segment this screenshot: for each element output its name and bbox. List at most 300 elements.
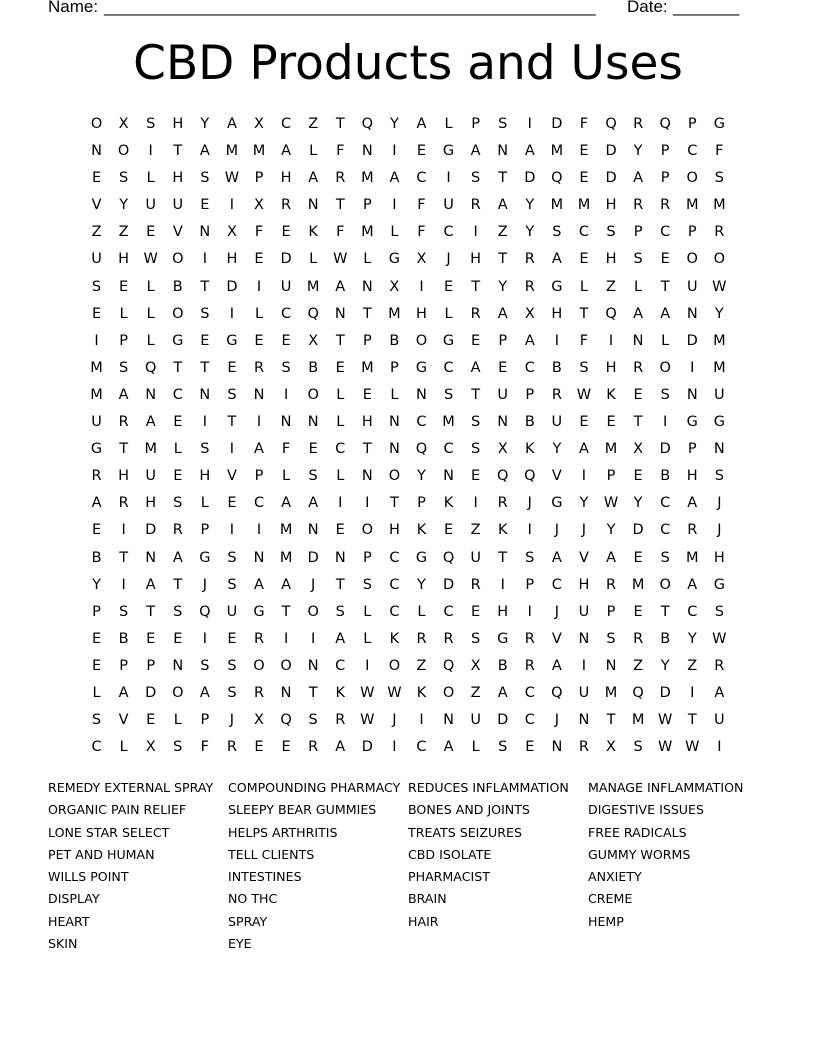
grid-letter[interactable]: L [254, 305, 264, 322]
grid-letter[interactable]: O [172, 251, 184, 268]
grid-letter[interactable]: H [361, 414, 373, 431]
grid-letter[interactable]: L [282, 468, 291, 485]
grid-letter[interactable]: F [336, 224, 345, 241]
grid-letter[interactable]: P [362, 549, 372, 566]
grid-letter[interactable]: H [605, 197, 617, 214]
grid-letter[interactable]: L [471, 739, 480, 756]
grid-letter[interactable]: D [686, 332, 698, 349]
grid-letter[interactable]: I [473, 495, 478, 512]
grid-letter[interactable]: E [91, 630, 102, 647]
grid-letter[interactable]: E [579, 170, 589, 187]
grid-letter[interactable]: Y [525, 224, 535, 241]
grid-letter[interactable]: P [362, 197, 372, 214]
grid-letter[interactable]: R [633, 197, 644, 214]
grid-letter[interactable]: W [658, 739, 673, 756]
grid-letter[interactable]: Z [416, 657, 427, 674]
grid-letter[interactable]: F [200, 739, 210, 756]
grid-letter[interactable]: A [281, 576, 292, 593]
grid-letter[interactable]: T [498, 251, 508, 268]
grid-letter[interactable]: I [202, 414, 207, 431]
grid-letter[interactable]: U [714, 712, 725, 729]
grid-letter[interactable]: B [551, 359, 562, 376]
grid-letter[interactable]: W [685, 739, 700, 756]
grid-letter[interactable]: M [361, 170, 374, 187]
grid-letter[interactable]: S [660, 549, 670, 566]
grid-letter[interactable]: J [229, 712, 235, 729]
grid-letter[interactable]: I [283, 630, 289, 647]
grid-letter[interactable]: E [579, 251, 589, 268]
grid-letter[interactable]: W [143, 251, 158, 268]
grid-letter[interactable]: H [226, 251, 238, 268]
grid-letter[interactable]: F [715, 143, 724, 160]
grid-letter[interactable]: I [256, 522, 262, 539]
grid-letter[interactable]: U [578, 603, 590, 620]
grid-letter[interactable]: S [227, 657, 237, 674]
grid-letter[interactable]: H [686, 468, 698, 485]
grid-letter[interactable]: E [281, 739, 291, 756]
grid-letter[interactable]: W [603, 495, 619, 512]
grid-letter[interactable]: T [281, 603, 291, 620]
grid-letter[interactable]: L [336, 386, 345, 403]
grid-letter[interactable]: S [173, 603, 183, 620]
grid-letter[interactable]: F [336, 143, 345, 160]
grid-letter[interactable]: Q [632, 684, 644, 701]
grid-letter[interactable]: E [606, 414, 616, 431]
grid-letter[interactable]: G [415, 359, 428, 376]
grid-letter[interactable]: E [443, 522, 454, 539]
grid-letter[interactable]: N [361, 278, 373, 295]
grid-letter[interactable]: X [497, 441, 508, 458]
grid-letter[interactable]: A [606, 549, 616, 566]
grid-letter[interactable]: H [280, 170, 292, 187]
grid-letter[interactable]: N [686, 386, 698, 403]
grid-letter[interactable]: A [524, 332, 535, 349]
grid-letter[interactable]: A [145, 414, 156, 431]
grid-letter[interactable]: E [227, 495, 237, 512]
grid-letter[interactable]: H [172, 116, 184, 132]
grid-letter[interactable]: O [388, 468, 401, 485]
grid-letter[interactable]: D [307, 549, 319, 566]
grid-letter[interactable]: E [335, 359, 345, 376]
grid-letter[interactable]: P [687, 116, 697, 132]
grid-letter[interactable]: G [172, 332, 184, 349]
grid-letter[interactable]: A [91, 495, 102, 512]
grid-letter[interactable]: E [471, 603, 481, 620]
grid-letter[interactable]: F [579, 116, 589, 132]
grid-letter[interactable]: G [497, 630, 509, 647]
grid-letter[interactable]: P [200, 712, 210, 729]
grid-letter[interactable]: G [226, 332, 238, 349]
grid-letter[interactable]: A [308, 495, 319, 512]
grid-letter[interactable]: S [227, 549, 237, 566]
grid-letter[interactable]: A [145, 576, 156, 593]
grid-letter[interactable]: L [146, 170, 155, 187]
grid-letter[interactable]: L [119, 739, 128, 756]
grid-letter[interactable]: U [470, 712, 481, 729]
grid-letter[interactable]: U [280, 278, 292, 295]
grid-letter[interactable]: G [388, 251, 401, 268]
grid-letter[interactable]: T [471, 278, 481, 295]
grid-letter[interactable]: A [118, 386, 129, 403]
grid-letter[interactable]: T [227, 414, 237, 431]
grid-letter[interactable]: E [471, 468, 481, 485]
grid-letter[interactable]: G [713, 414, 725, 431]
grid-letter[interactable]: I [121, 522, 126, 539]
grid-letter[interactable]: E [633, 468, 643, 485]
grid-letter[interactable]: P [362, 332, 372, 349]
grid-letter[interactable]: C [578, 224, 589, 241]
grid-letter[interactable]: I [717, 739, 722, 756]
grid-letter[interactable]: J [446, 251, 451, 268]
grid-letter[interactable]: Q [415, 441, 428, 458]
grid-letter[interactable]: T [173, 143, 183, 160]
grid-letter[interactable]: C [660, 224, 671, 241]
grid-letter[interactable]: R [253, 684, 265, 701]
grid-letter[interactable]: C [443, 441, 454, 458]
grid-letter[interactable]: B [172, 278, 183, 295]
grid-letter[interactable]: N [199, 386, 211, 403]
grid-letter[interactable]: T [146, 603, 156, 620]
grid-letter[interactable]: Z [118, 224, 129, 241]
grid-letter[interactable]: S [714, 603, 724, 620]
grid-letter[interactable]: B [389, 332, 400, 349]
grid-letter[interactable]: A [687, 495, 698, 512]
grid-letter[interactable]: E [119, 278, 129, 295]
grid-letter[interactable]: H [551, 305, 563, 322]
grid-letter[interactable]: S [173, 495, 183, 512]
grid-letter[interactable]: S [227, 576, 237, 593]
grid-letter[interactable]: W [712, 278, 727, 295]
grid-letter[interactable]: J [717, 522, 722, 539]
grid-letter[interactable]: M [713, 332, 726, 349]
grid-letter[interactable]: N [253, 549, 265, 566]
grid-letter[interactable]: H [118, 251, 130, 268]
grid-letter[interactable]: L [661, 332, 670, 349]
grid-letter[interactable]: Y [579, 495, 589, 512]
grid-letter[interactable]: S [200, 305, 210, 322]
grid-letter[interactable]: A [578, 441, 589, 458]
grid-letter[interactable]: R [226, 739, 237, 756]
grid-letter[interactable]: L [309, 251, 318, 268]
grid-letter[interactable]: G [442, 143, 455, 160]
grid-letter[interactable]: H [118, 468, 130, 485]
grid-letter[interactable]: M [550, 197, 564, 214]
grid-letter[interactable]: E [471, 332, 481, 349]
grid-letter[interactable]: D [497, 712, 509, 729]
grid-letter[interactable]: X [254, 712, 264, 729]
grid-letter[interactable]: V [226, 468, 237, 485]
grid-letter[interactable]: H [172, 170, 184, 187]
grid-letter[interactable]: S [525, 549, 535, 566]
grid-letter[interactable]: I [256, 278, 262, 295]
grid-letter[interactable]: I [581, 468, 587, 485]
grid-letter[interactable]: S [471, 630, 481, 647]
grid-letter[interactable]: N [334, 305, 346, 322]
grid-letter[interactable]: T [200, 359, 210, 376]
grid-letter[interactable]: N [361, 468, 373, 485]
grid-letter[interactable]: E [443, 278, 454, 295]
grid-letter[interactable]: O [253, 657, 265, 674]
grid-letter[interactable]: T [389, 495, 399, 512]
grid-letter[interactable]: X [118, 116, 129, 132]
grid-letter[interactable]: C [524, 712, 535, 729]
grid-letter[interactable]: I [202, 251, 207, 268]
grid-letter[interactable]: M [604, 441, 618, 458]
grid-letter[interactable]: E [91, 170, 102, 187]
grid-letter[interactable]: I [392, 143, 397, 160]
grid-letter[interactable]: J [554, 712, 559, 729]
grid-letter[interactable]: E [254, 739, 264, 756]
grid-letter[interactable]: C [660, 495, 671, 512]
grid-letter[interactable]: F [281, 441, 291, 458]
grid-letter[interactable]: T [579, 305, 589, 322]
grid-letter[interactable]: M [604, 684, 618, 701]
grid-letter[interactable]: E [91, 522, 102, 539]
grid-letter[interactable]: D [605, 143, 617, 160]
grid-letter[interactable]: P [390, 359, 399, 376]
grid-letter[interactable]: P [254, 170, 264, 187]
grid-letter[interactable]: Y [389, 116, 399, 132]
grid-letter[interactable]: U [497, 386, 509, 403]
grid-letter[interactable]: T [335, 332, 345, 349]
grid-letter[interactable]: S [633, 251, 643, 268]
grid-letter[interactable]: B [308, 359, 319, 376]
grid-letter[interactable]: F [417, 224, 426, 241]
grid-letter[interactable]: I [608, 332, 614, 349]
grid-letter[interactable]: L [363, 603, 372, 620]
grid-letter[interactable]: S [200, 441, 210, 458]
grid-letter[interactable]: A [551, 251, 562, 268]
grid-letter[interactable]: A [416, 116, 427, 132]
grid-letter[interactable]: N [145, 549, 157, 566]
grid-letter[interactable]: B [497, 657, 508, 674]
grid-letter[interactable]: O [659, 359, 671, 376]
grid-letter[interactable]: W [576, 386, 592, 403]
grid-letter[interactable]: Y [525, 197, 535, 214]
grid-letter[interactable]: P [525, 576, 535, 593]
grid-letter[interactable]: O [307, 386, 319, 403]
grid-letter[interactable]: A [633, 305, 644, 322]
grid-letter[interactable]: M [388, 305, 401, 322]
grid-letter[interactable]: E [254, 251, 264, 268]
grid-letter[interactable]: X [145, 739, 156, 756]
grid-letter[interactable]: I [121, 576, 126, 593]
grid-letter[interactable]: H [713, 549, 725, 566]
grid-letter[interactable]: X [633, 441, 644, 458]
grid-letter[interactable]: Y [417, 576, 426, 593]
grid-letter[interactable]: A [172, 549, 183, 566]
grid-letter[interactable]: A [470, 359, 481, 376]
grid-letter[interactable]: R [578, 739, 589, 756]
grid-letter[interactable]: Q [497, 468, 509, 485]
grid-letter[interactable]: D [659, 441, 671, 458]
grid-letter[interactable]: S [471, 414, 481, 431]
grid-letter[interactable]: O [307, 603, 319, 620]
grid-letter[interactable]: N [280, 414, 292, 431]
grid-letter[interactable]: C [443, 603, 454, 620]
grid-letter[interactable]: R [172, 522, 183, 539]
grid-letter[interactable]: Z [497, 224, 508, 241]
grid-letter[interactable]: S [552, 224, 562, 241]
grid-letter[interactable]: Q [280, 712, 292, 729]
grid-letter[interactable]: Y [687, 630, 697, 647]
grid-letter[interactable]: A [281, 495, 292, 512]
grid-letter[interactable]: T [362, 305, 372, 322]
grid-letter[interactable]: L [390, 386, 399, 403]
grid-letter[interactable]: I [690, 684, 695, 701]
grid-letter[interactable]: C [416, 739, 427, 756]
grid-letter[interactable]: E [660, 251, 670, 268]
grid-letter[interactable]: E [146, 712, 156, 729]
grid-letter[interactable]: J [527, 495, 532, 512]
grid-letter[interactable]: M [90, 386, 103, 403]
grid-letter[interactable]: R [551, 386, 562, 403]
grid-letter[interactable]: S [281, 359, 291, 376]
grid-letter[interactable]: S [227, 386, 237, 403]
grid-letter[interactable]: S [606, 224, 616, 241]
grid-letter[interactable]: T [606, 712, 616, 729]
grid-letter[interactable]: R [633, 630, 644, 647]
grid-letter[interactable]: T [633, 414, 643, 431]
grid-letter[interactable]: K [606, 386, 616, 403]
grid-letter[interactable]: O [117, 143, 130, 160]
grid-letter[interactable]: V [118, 712, 129, 729]
grid-letter[interactable]: O [90, 116, 103, 132]
grid-letter[interactable]: A [551, 657, 562, 674]
grid-letter[interactable]: A [551, 549, 562, 566]
grid-letter[interactable]: H [199, 468, 211, 485]
grid-letter[interactable]: Z [308, 116, 319, 132]
grid-letter[interactable]: K [525, 441, 535, 458]
grid-letter[interactable]: I [446, 170, 451, 187]
grid-letter[interactable]: I [229, 305, 235, 322]
grid-letter[interactable]: P [606, 603, 616, 620]
grid-letter[interactable]: X [606, 739, 616, 756]
grid-letter[interactable]: I [554, 332, 559, 349]
grid-letter[interactable]: X [470, 657, 481, 674]
grid-letter[interactable]: T [119, 549, 129, 566]
grid-letter[interactable]: I [256, 414, 262, 431]
grid-letter[interactable]: P [687, 441, 697, 458]
grid-letter[interactable]: W [360, 684, 375, 701]
grid-letter[interactable]: M [361, 224, 374, 241]
grid-letter[interactable]: W [387, 684, 402, 701]
grid-letter[interactable]: Q [442, 549, 455, 566]
grid-letter[interactable]: S [714, 170, 724, 187]
grid-letter[interactable]: A [389, 170, 400, 187]
grid-letter[interactable]: T [173, 359, 183, 376]
grid-letter[interactable]: K [308, 224, 318, 241]
grid-letter[interactable]: S [471, 170, 481, 187]
grid-letter[interactable]: X [416, 251, 427, 268]
grid-letter[interactable]: L [200, 495, 209, 512]
grid-letter[interactable]: C [335, 657, 346, 674]
grid-letter[interactable]: P [498, 332, 508, 349]
grid-letter[interactable]: L [363, 630, 372, 647]
grid-letter[interactable]: N [253, 386, 265, 403]
grid-letter[interactable]: I [581, 657, 587, 674]
grid-letter[interactable]: L [173, 441, 182, 458]
grid-letter[interactable]: G [253, 603, 265, 620]
grid-letter[interactable]: P [633, 224, 643, 241]
grid-letter[interactable]: E [227, 630, 237, 647]
grid-letter[interactable]: F [254, 224, 264, 241]
grid-letter[interactable]: L [579, 278, 588, 295]
grid-letter[interactable]: P [660, 143, 670, 160]
grid-letter[interactable]: K [497, 522, 508, 539]
grid-letter[interactable]: C [443, 224, 454, 241]
grid-letter[interactable]: A [254, 576, 264, 593]
grid-letter[interactable]: Z [687, 657, 698, 674]
grid-letter[interactable]: G [551, 495, 563, 512]
grid-letter[interactable]: N [443, 468, 454, 485]
grid-letter[interactable]: V [172, 224, 183, 241]
grid-letter[interactable]: Y [714, 305, 724, 322]
grid-letter[interactable]: S [200, 657, 210, 674]
grid-letter[interactable]: L [634, 278, 643, 295]
grid-letter[interactable]: I [148, 143, 153, 160]
grid-letter[interactable]: A [497, 305, 508, 322]
grid-letter[interactable]: S [91, 278, 102, 295]
grid-letter[interactable]: R [118, 495, 129, 512]
grid-letter[interactable]: R [308, 739, 319, 756]
grid-letter[interactable]: U [91, 251, 102, 268]
grid-letter[interactable]: D [442, 576, 455, 593]
grid-letter[interactable]: P [687, 224, 697, 241]
grid-letter[interactable]: L [417, 603, 426, 620]
grid-letter[interactable]: I [527, 603, 532, 620]
grid-letter[interactable]: M [306, 278, 320, 295]
grid-letter[interactable]: D [361, 739, 373, 756]
grid-letter[interactable]: Q [442, 657, 455, 674]
grid-letter[interactable]: J [311, 576, 316, 593]
grid-letter[interactable]: P [417, 495, 426, 512]
grid-letter[interactable]: P [525, 386, 535, 403]
grid-letter[interactable]: E [633, 386, 643, 403]
grid-letter[interactable]: X [389, 278, 400, 295]
grid-letter[interactable]: R [524, 657, 535, 674]
date-field[interactable]: _______ [673, 0, 740, 16]
grid-letter[interactable]: L [119, 305, 128, 322]
grid-letter[interactable]: N [388, 441, 400, 458]
grid-letter[interactable]: R [335, 170, 346, 187]
grid-letter[interactable]: A [226, 116, 237, 132]
grid-letter[interactable]: Z [633, 657, 644, 674]
grid-letter[interactable]: I [500, 576, 505, 593]
grid-letter[interactable]: M [279, 549, 293, 566]
grid-letter[interactable]: Q [659, 116, 671, 132]
grid-letter[interactable]: P [200, 522, 210, 539]
grid-letter[interactable]: G [713, 116, 725, 132]
grid-letter[interactable]: E [416, 143, 427, 160]
grid-letter[interactable]: E [173, 630, 183, 647]
grid-letter[interactable]: G [415, 549, 428, 566]
grid-letter[interactable]: I [311, 630, 316, 647]
grid-letter[interactable]: N [307, 522, 319, 539]
grid-letter[interactable]: O [442, 684, 455, 701]
grid-letter[interactable]: L [363, 251, 372, 268]
grid-letter[interactable]: X [254, 116, 264, 132]
grid-letter[interactable]: Z [470, 684, 481, 701]
grid-letter[interactable]: C [172, 386, 183, 403]
grid-letter[interactable]: L [146, 305, 155, 322]
grid-letter[interactable]: U [470, 549, 481, 566]
grid-letter[interactable]: A [633, 170, 644, 187]
grid-letter[interactable]: D [605, 170, 617, 187]
grid-letter[interactable]: U [145, 197, 156, 214]
grid-letter[interactable]: S [335, 603, 345, 620]
grid-letter[interactable]: R [118, 414, 129, 431]
